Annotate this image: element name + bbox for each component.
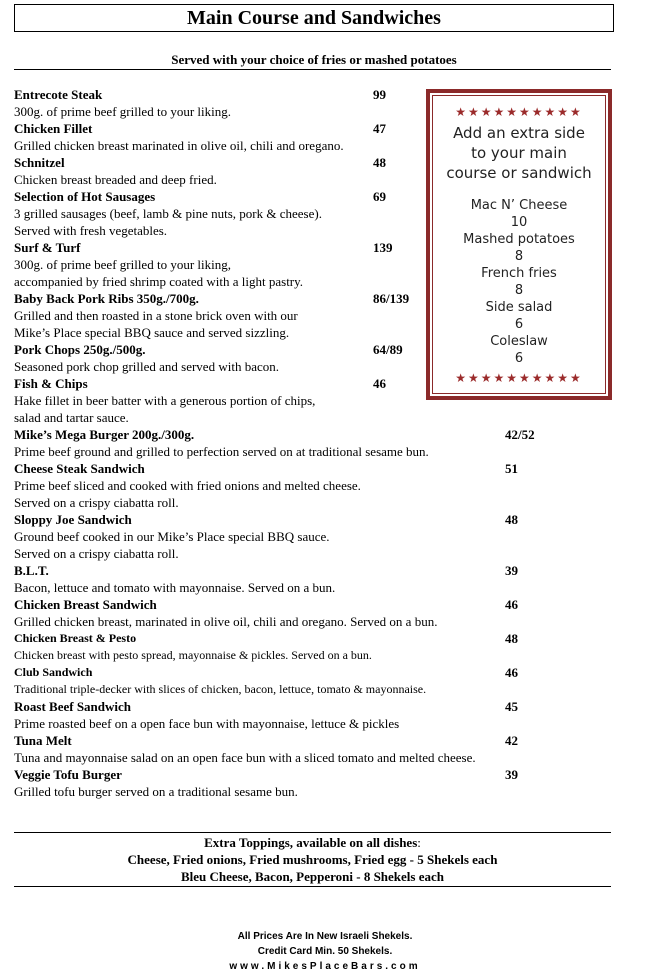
menu-item-name: Tuna Melt xyxy=(14,733,72,748)
menu-item-price: 42/52 xyxy=(505,427,535,442)
side-dish-price: 6 xyxy=(514,351,524,366)
menu-item xyxy=(14,630,574,664)
menu-item-description: Prime beef ground and grilled to perfection served on at traditional sesame bun. xyxy=(14,444,429,459)
menu-item-price: 39 xyxy=(505,767,518,782)
side-dish-price: 8 xyxy=(514,249,524,264)
stars-top-decoration: ★★★★★★★★★★ xyxy=(455,105,583,119)
menu-item-price: 47 xyxy=(373,121,386,136)
menu-item-description: 300g. of prime beef grilled to your liking, accompanied by fried shrimp coated with a light pastry. xyxy=(14,257,304,289)
menu-item xyxy=(14,698,574,732)
menu-item-name: Mike’s Mega Burger 200g./300g. xyxy=(14,427,195,442)
menu-item-price: 39 xyxy=(505,563,518,578)
extras-bottom-divider xyxy=(14,886,611,887)
menu-item-name: Chicken Fillet xyxy=(14,121,93,136)
menu-item xyxy=(14,460,574,511)
page-subtitle: Served with your choice of fries or mashed potatoes xyxy=(171,52,457,67)
menu-item xyxy=(14,664,574,698)
menu-item xyxy=(14,766,574,800)
menu-item-description: Grilled chicken breast, marinated in olive oil, chili and oregano. Served on a bun. xyxy=(14,614,438,629)
menu-item-price: 51 xyxy=(505,461,518,476)
menu-item-name: Veggie Tofu Burger xyxy=(14,767,122,782)
menu-item-price: 86/139 xyxy=(373,291,410,306)
menu-item-description: Tuna and mayonnaise salad on an open face bun with a sliced tomato and melted cheese. xyxy=(14,750,476,765)
menu-item-name: Pork Chops 250g./500g. xyxy=(14,342,146,357)
menu-item-price: 42 xyxy=(505,733,518,748)
extra-toppings-line-1: Cheese, Fried onions, Fried mushrooms, Fried egg - 5 Shekels each xyxy=(127,852,498,867)
menu-item-name: Surf & Turf xyxy=(14,240,81,255)
menu-item-description: Bacon, lettuce and tomato with mayonnaise. Served on a bun. xyxy=(14,580,336,595)
menu-item-description: Grilled chicken breast marinated in olive oil, chili and oregano. xyxy=(14,138,344,153)
menu-item-description: 3 grilled sausages (beef, lamb & pine nuts, pork & cheese). Served with fresh vegetables. xyxy=(14,206,322,238)
menu-item-price: 139 xyxy=(373,240,393,255)
menu-item-description: Grilled and then roasted in a stone brick oven with our Mike’s Place special BBQ sauce and served sizzling. xyxy=(14,308,298,340)
menu-item-description: Chicken breast breaded and deep fried. xyxy=(14,172,217,187)
page-title: Main Course and Sandwiches xyxy=(14,4,614,32)
menu-item-description: Ground beef cooked in our Mike’s Place special BBQ sauce. Served on a crispy ciabatta roll. xyxy=(14,529,330,561)
extra-toppings-heading: Extra Toppings, available on all dishes: xyxy=(204,835,421,850)
menu-item-price: 99 xyxy=(373,87,386,102)
extras-top-divider xyxy=(14,832,611,833)
menu-item-name: Chicken Breast & Pesto xyxy=(14,631,137,645)
promo-line-2: to your main xyxy=(471,144,567,162)
menu-item-name: Roast Beef Sandwich xyxy=(14,699,132,714)
footer-credit-card-note: Credit Card Min. 50 Shekels. xyxy=(257,946,393,957)
menu-item xyxy=(14,596,574,630)
stars-bottom-decoration: ★★★★★★★★★★ xyxy=(455,371,583,385)
menu-item-description: 300g. of prime beef grilled to your liking. xyxy=(14,104,231,119)
menu-item-name: Sloppy Joe Sandwich xyxy=(14,512,132,527)
menu-item-name: Baby Back Pork Ribs 350g./700g. xyxy=(14,291,199,306)
menu-item-name: Schnitzel xyxy=(14,155,65,170)
sandwiches-section xyxy=(14,426,574,800)
side-dish-name: Coleslaw xyxy=(490,334,548,349)
menu-item-price: 48 xyxy=(505,631,518,646)
menu-item-price: 46 xyxy=(373,376,386,391)
menu-item xyxy=(14,426,574,460)
side-dish-list xyxy=(433,197,605,367)
menu-item xyxy=(14,732,574,766)
menu-item-price: 69 xyxy=(373,189,386,204)
extra-toppings xyxy=(14,834,611,885)
menu-item-description: Grilled tofu burger served on a traditional sesame bun. xyxy=(14,784,298,799)
menu-item-name: Cheese Steak Sandwich xyxy=(14,461,145,476)
side-dish-price: 10 xyxy=(510,215,528,230)
extra-side-box-inner xyxy=(432,95,606,394)
menu-item-description: Traditional triple-decker with slices of chicken, bacon, lettuce, tomato & mayonnaise. xyxy=(14,682,427,696)
menu-item-name: Club Sandwich xyxy=(14,665,93,679)
side-dish-name: Mac N’ Cheese xyxy=(470,198,568,213)
menu-item xyxy=(14,511,574,562)
menu-item-name: B.L.T. xyxy=(14,563,49,578)
menu-item-price: 45 xyxy=(505,699,518,714)
menu-item-description: Seasoned pork chop grilled and served with bacon. xyxy=(14,359,279,374)
header-divider xyxy=(14,69,611,70)
menu-item-description: Chicken breast with pesto spread, mayonnaise & pickles. Served on a bun. xyxy=(14,648,372,662)
extra-side-promo xyxy=(433,123,605,183)
menu-item-description: Prime roasted beef on a open face bun with mayonnaise, lettuce & pickles xyxy=(14,716,400,731)
menu-item-price: 64/89 xyxy=(373,342,403,357)
footer-currency-note: All Prices Are In New Israeli Shekels. xyxy=(237,931,413,942)
menu-item-price: 46 xyxy=(505,597,518,612)
side-dish-name: Side salad xyxy=(485,300,553,315)
menu-item-price: 46 xyxy=(505,665,518,680)
menu-item-price: 48 xyxy=(505,512,518,527)
menu-item-name: Fish & Chips xyxy=(14,376,88,391)
menu-item-name: Chicken Breast Sandwich xyxy=(14,597,157,612)
menu-item-price: 48 xyxy=(373,155,386,170)
extra-toppings-line-2: Bleu Cheese, Bacon, Pepperoni - 8 Shekels each xyxy=(180,869,444,884)
menu-item-name: Selection of Hot Sausages xyxy=(14,189,156,204)
menu-item-name: Entrecote Steak xyxy=(14,87,103,102)
footer-website-link[interactable]: www.MikesPlaceBars.com xyxy=(229,961,421,972)
promo-line-1: Add an extra side xyxy=(453,124,585,142)
promo-line-3: course or sandwich xyxy=(446,164,592,182)
side-dish-name: French fries xyxy=(481,266,557,281)
extra-side-box xyxy=(426,89,612,400)
side-dish-name: Mashed potatoes xyxy=(463,232,575,247)
menu-item xyxy=(14,562,574,596)
footer xyxy=(0,929,650,974)
menu-item-description: Hake fillet in beer batter with a generous portion of chips, salad and tartar sauce. xyxy=(14,393,316,425)
side-dish-price: 8 xyxy=(514,283,524,298)
menu-item-description: Prime beef sliced and cooked with fried onions and melted cheese. Served on a crispy ciabatta roll. xyxy=(14,478,361,510)
side-dish-price: 6 xyxy=(514,317,524,332)
